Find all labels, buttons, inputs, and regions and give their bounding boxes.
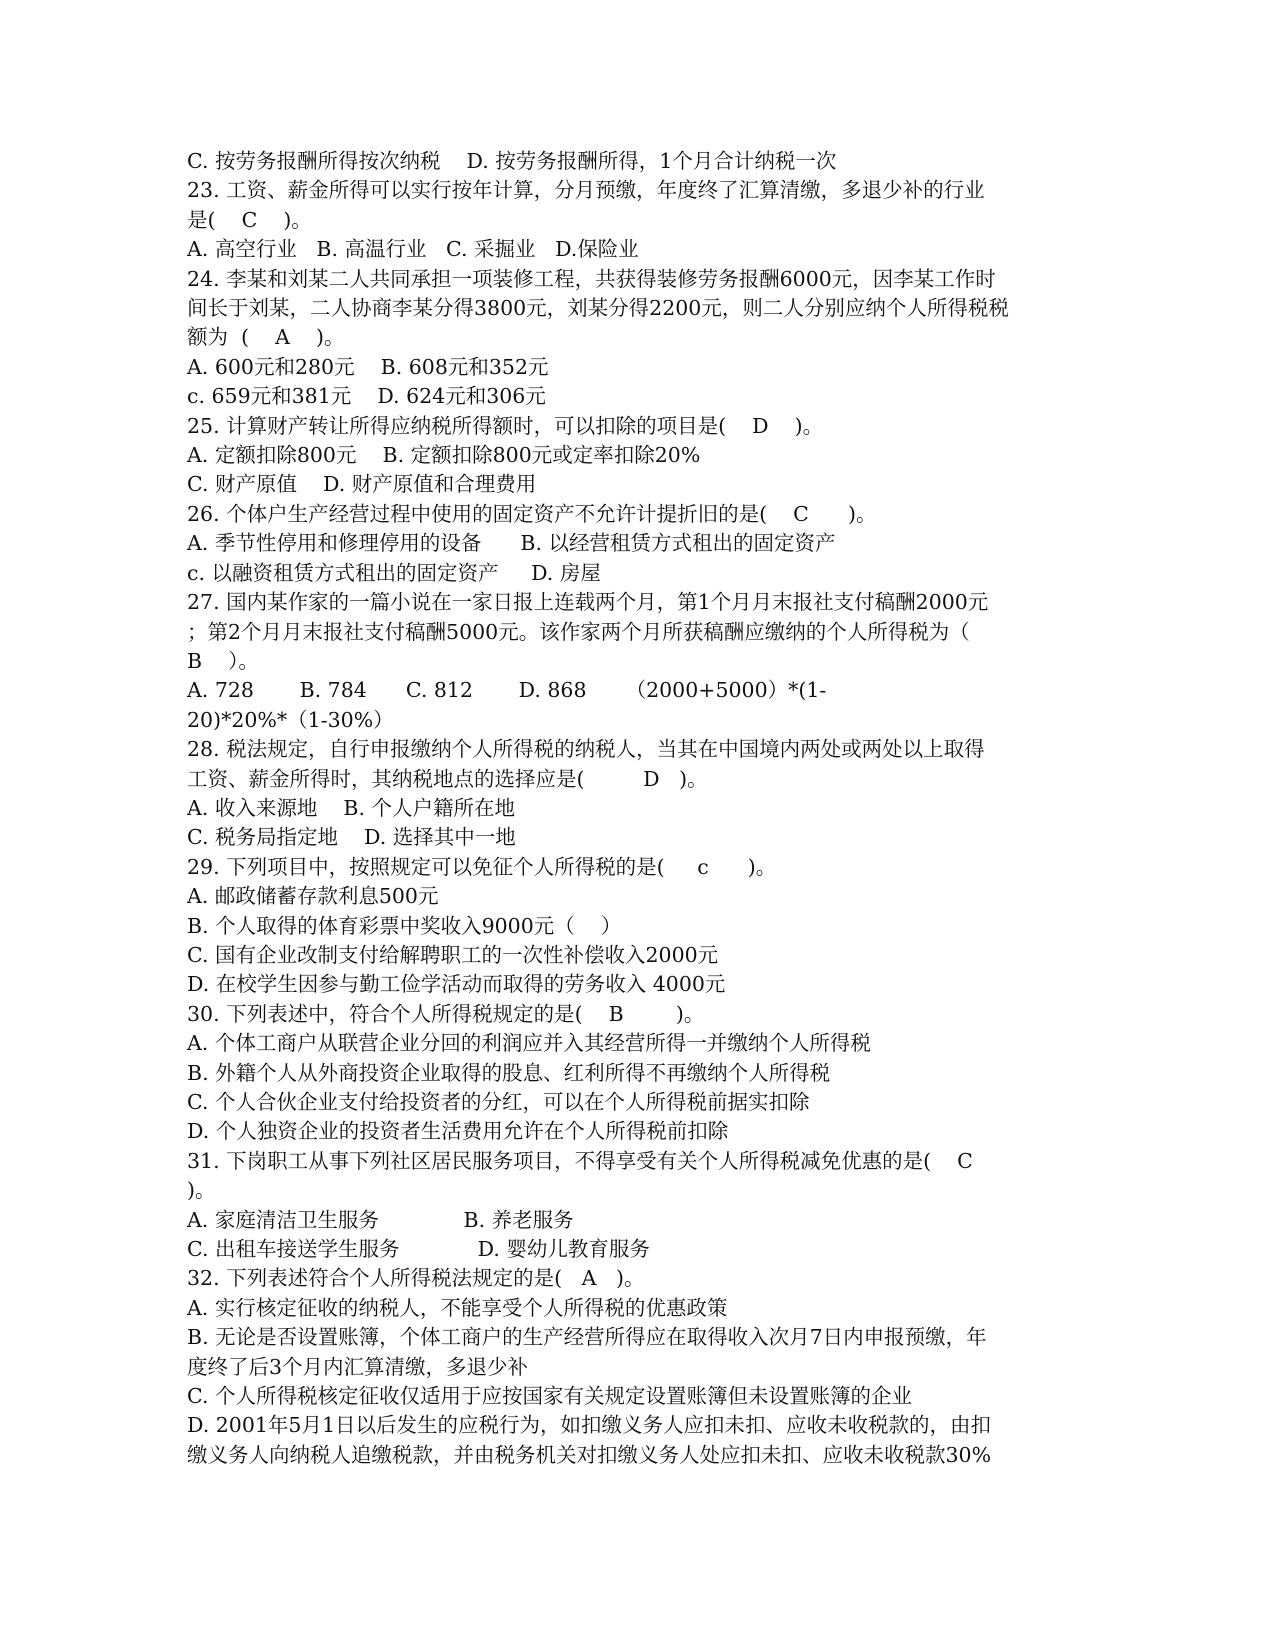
text-line: A. 728 B. 784 C. 812 D. 868 （2000+5000）*(1- bbox=[187, 678, 827, 703]
text-line: 30. 下列表述中，符合个人所得税规定的是( B )。 bbox=[187, 1001, 705, 1026]
text-line: 27. 国内某作家的一篇小说在一家日报上连载两个月，第1个月月末报社支付稿酬2000元 bbox=[187, 590, 989, 615]
text-line: A. 邮政储蓄存款利息500元 bbox=[187, 884, 439, 909]
text-line: C. 出租车接送学生服务 D. 婴幼儿教育服务 bbox=[187, 1237, 650, 1262]
text-line: A. 个体工商户从联营企业分回的利润应并入其经营所得一并缴纳个人所得税 bbox=[187, 1031, 871, 1056]
text-line: 23. 工资、薪金所得可以实行按年计算，分月预缴，年度终了汇算清缴，多退少补的行业 bbox=[187, 178, 985, 203]
text-line: 缴义务人向纳税人追缴税款，并由税务机关对扣缴义务人处应扣未扣、应收未收税款30% bbox=[187, 1442, 992, 1467]
text-line: 工资、薪金所得时，其纳税地点的选择应是( D )。 bbox=[187, 766, 708, 791]
text-line: 24. 李某和刘某二人共同承担一项装修工程，共获得装修劳务报酬6000元，因李某工作时 bbox=[187, 266, 996, 291]
text-line: 间长于刘某，二人协商李某分得3800元，刘某分得2200元，则二人分别应纳个人所得税税 bbox=[187, 296, 1009, 321]
text-line: A. 600元和280元 B. 608元和352元 bbox=[187, 354, 549, 379]
text-line: A. 家庭清洁卫生服务 B. 养老服务 bbox=[187, 1207, 574, 1232]
text-line: 20)*20%*（1-30%） bbox=[187, 707, 394, 732]
text-line: c. 659元和381元 D. 624元和306元 bbox=[187, 384, 546, 409]
text-line: A. 高空行业 B. 高温行业 C. 采掘业 D.保险业 bbox=[187, 237, 639, 262]
text-line: 29. 下列项目中，按照规定可以免征个人所得税的是( c )。 bbox=[187, 854, 777, 879]
text-line: B. 无论是否设置账簿，个体工商户的生产经营所得应在取得收入次月7日内申报预缴，年 bbox=[187, 1325, 987, 1350]
text-line: A. 定额扣除800元 B. 定额扣除800元或定率扣除20% bbox=[187, 443, 701, 468]
text-line: B. 个人取得的体育彩票中奖收入9000元（ ） bbox=[187, 913, 622, 938]
text-line: C. 国有企业改制支付给解聘职工的一次性补偿收入2000元 bbox=[187, 942, 719, 967]
text-line: 31. 下岗职工从事下列社区居民服务项目，不得享受有关个人所得税减免优惠的是( C bbox=[187, 1148, 973, 1173]
text-line: 26. 个体户生产经营过程中使用的固定资产不允许计提折旧的是( C )。 bbox=[187, 501, 877, 526]
text-line: A. 季节性停用和修理停用的设备 B. 以经营租赁方式租出的固定资产 bbox=[187, 531, 836, 556]
text-line: C. 税务局指定地 D. 选择其中一地 bbox=[187, 825, 516, 850]
text-line: 度终了后3个月内汇算清缴，多退少补 bbox=[187, 1354, 529, 1379]
text-line: D. 2001年5月1日以后发生的应税行为，如扣缴义务人应扣未扣、应收未收税款的，由扣 bbox=[187, 1413, 991, 1438]
text-line: )。 bbox=[187, 1178, 216, 1203]
text-line: 25. 计算财产转让所得应纳税所得额时，可以扣除的项目是( D )。 bbox=[187, 413, 824, 438]
text-line: c. 以融资租赁方式租出的固定资产 D. 房屋 bbox=[187, 560, 601, 585]
text-line: A. 收入来源地 B. 个人户籍所在地 bbox=[187, 795, 515, 820]
text-line: D. 个人独资企业的投资者生活费用允许在个人所得税前扣除 bbox=[187, 1119, 729, 1144]
text-line: 32. 下列表述符合个人所得税法规定的是( A )。 bbox=[187, 1266, 645, 1291]
text-line: 28. 税法规定，自行申报缴纳个人所得税的纳税人，当其在中国境内两处或两处以上取得 bbox=[187, 737, 985, 762]
document-page bbox=[187, 147, 1087, 1470]
text-line: ；第2个月月末报社支付稿酬5000元。该作家两个月所获稿酬应缴纳的个人所得税为（ bbox=[187, 619, 970, 644]
text-line: 额为 ( A )。 bbox=[187, 325, 345, 350]
text-line: C. 按劳务报酬所得按次纳税 D. 按劳务报酬所得，1个月合计纳税一次 bbox=[187, 149, 837, 173]
text-line: B. 外籍个人从外商投资企业取得的股息、红利所得不再缴纳个人所得税 bbox=[187, 1060, 831, 1085]
text-line: 是( C )。 bbox=[187, 207, 312, 232]
text-line: C. 个人合伙企业支付给投资者的分红，可以在个人所得税前据实扣除 bbox=[187, 1090, 810, 1114]
text-line: A. 实行核定征收的纳税人，不能享受个人所得税的优惠政策 bbox=[187, 1295, 728, 1320]
text-line: B ）。 bbox=[187, 648, 259, 673]
text-line: D. 在校学生因参与勤工俭学活动而取得的劳务收入 4000元 bbox=[187, 972, 726, 997]
text-line: C. 财产原值 D. 财产原值和合理费用 bbox=[187, 472, 537, 497]
text-line: C. 个人所得税核定征收仅适用于应按国家有关规定设置账簿但未设置账簿的企业 bbox=[187, 1384, 912, 1409]
